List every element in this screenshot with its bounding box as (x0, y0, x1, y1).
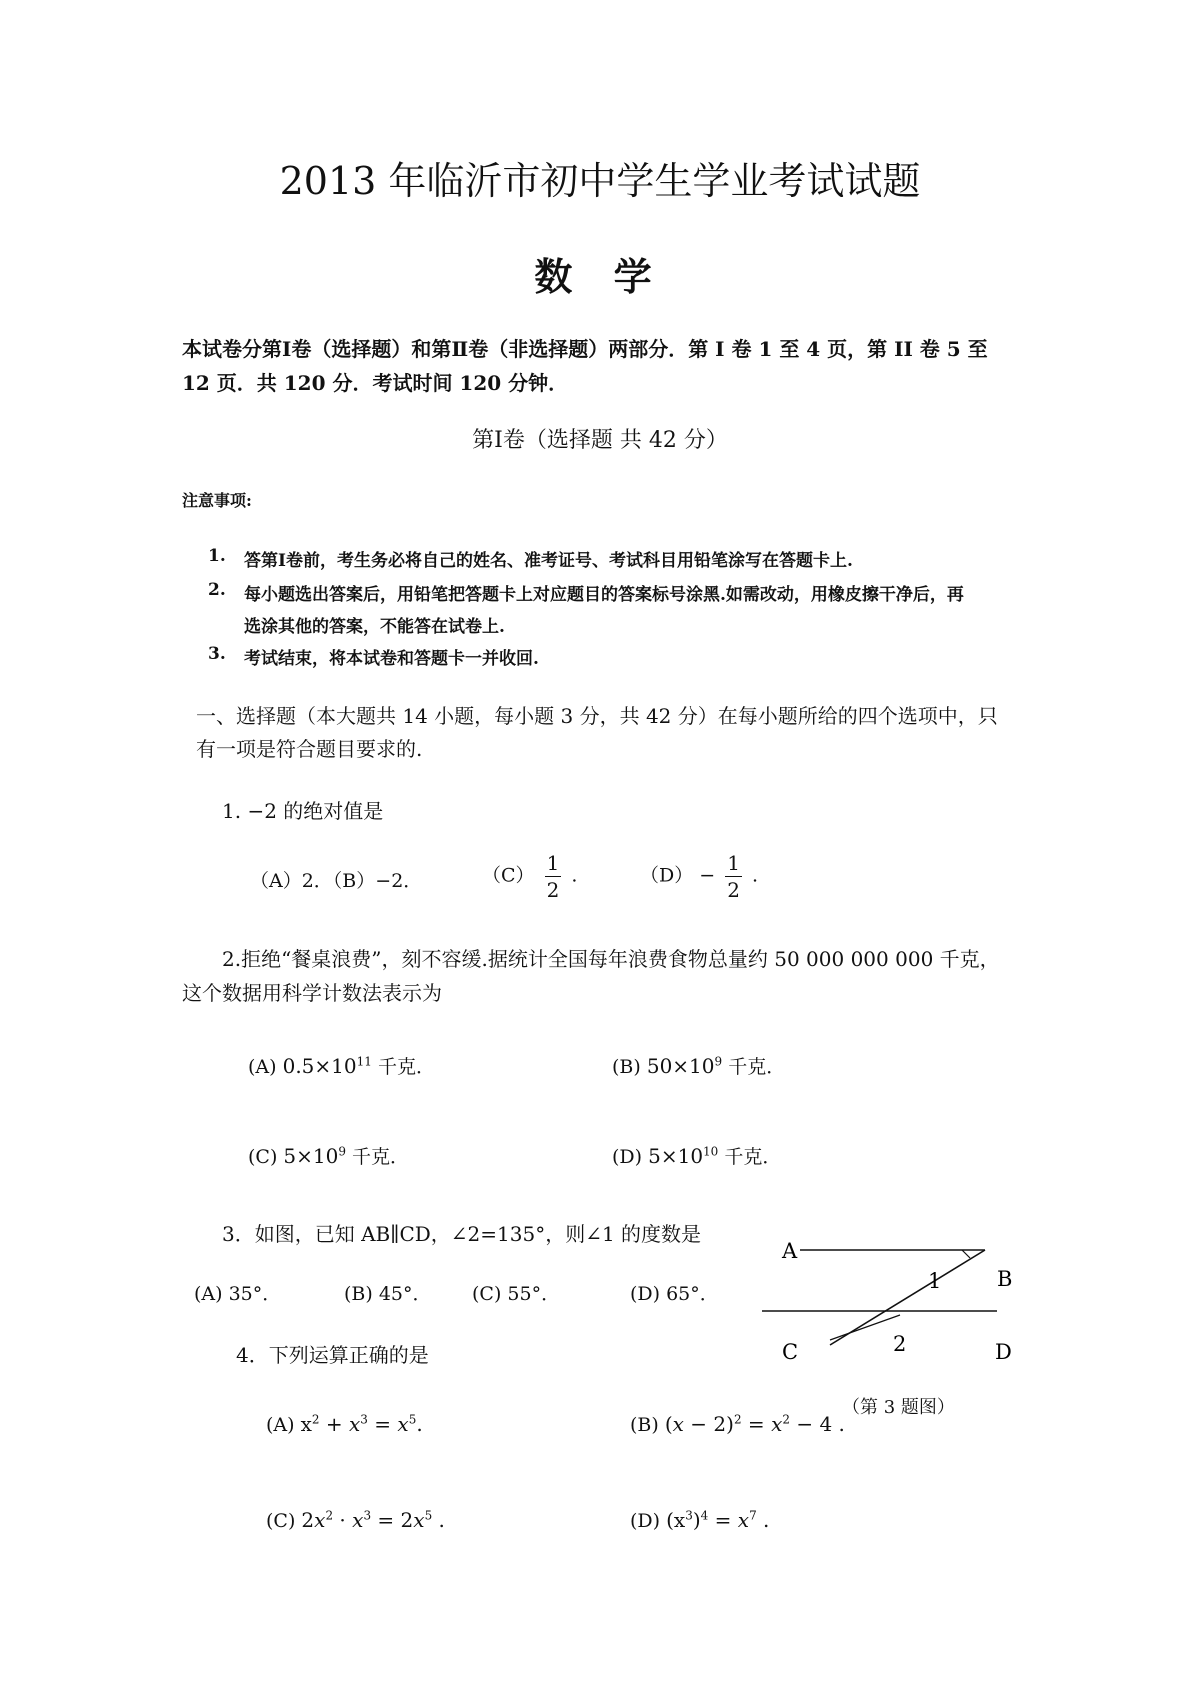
q3-option-a: (A) 35°． (194, 1283, 282, 1305)
q4-option-b (630, 1412, 845, 1436)
fraction-numerator: 1 (727, 851, 740, 875)
q3-option-c: (C) 55°． (472, 1283, 561, 1305)
q2-option-d-exponent: 10 (703, 1144, 719, 1159)
q2-option-b-unit: 千克． (728, 1056, 786, 1078)
q1-option-d (640, 850, 758, 903)
notice-number: 2. (208, 580, 226, 600)
angle-2-arc (830, 1315, 900, 1340)
angle-1-arc (962, 1250, 970, 1258)
q2-option-b-exponent: 9 (714, 1054, 723, 1069)
fraction-denominator: 2 (546, 878, 560, 902)
q4-option-d-label: (D) (630, 1510, 661, 1532)
q3-figure-caption: （第 3 题图） (842, 1397, 955, 1418)
exam-title: 2013 年临沂市初中学生学业考试试题 (279, 159, 921, 203)
q4-option-d-expression: $(x^3)^4 = x^7$ . (666, 1508, 770, 1532)
notice-item (208, 580, 1028, 604)
q2-option-b-label: (B) (612, 1056, 641, 1078)
q2-option-d-base: 5×10 (648, 1144, 704, 1168)
q4-option-c-expression: $2x^2 \cdot x^3 = 2x^5$ . (301, 1508, 445, 1532)
q1-stem: 1. −2 的绝对值是 (222, 799, 384, 823)
q2-option-d (612, 1142, 781, 1169)
intro-line-1: 本试卷分第Ⅰ卷（选择题）和第Ⅱ卷（非选择题）两部分．第 I 卷 1 至 4 页，第 II 卷 5 至 (182, 337, 988, 361)
fraction-denominator: 2 (727, 878, 740, 902)
q1-option-d-sign: − (699, 864, 716, 887)
fraction-numerator: 1 (546, 851, 560, 875)
q1-option-d-suffix: . (752, 864, 759, 887)
q2-option-d-unit: 千克． (724, 1146, 782, 1168)
notice-item (208, 644, 1028, 668)
q2-option-c-exponent: 9 (338, 1144, 346, 1159)
q3-option-b: (B) 45°． (344, 1283, 432, 1305)
q4-option-a-label: (A) (266, 1414, 295, 1436)
notice-title: 注意事项: (182, 491, 252, 510)
q2-option-c (248, 1142, 409, 1169)
point-a-label: A (782, 1239, 798, 1263)
angle-2-label: 2 (893, 1332, 907, 1356)
notice-text: 考试结束，将本试卷和答题卡一并收回. (244, 649, 539, 669)
q1-option-d-fraction (725, 850, 742, 903)
notice-text: 答第Ⅰ卷前，考生务必将自己的姓名、准考证号、考试科目用铅笔涂写在答题卡上. (244, 551, 853, 571)
q1-option-c-suffix: . (571, 864, 578, 887)
part-heading-line-2: 有一项是符合题目要求的. (196, 737, 423, 761)
notice-text: 每小题选出答案后，用铅笔把答题卡上对应题目的答案标号涂黑.如需改动，用橡皮擦干净后，再 (244, 585, 964, 605)
q2-option-b-base: 50×10 (646, 1054, 715, 1078)
q4-option-a-expression: $x^2 + x^3 = x^5$. (300, 1412, 423, 1436)
q2-option-a (248, 1052, 435, 1079)
intro-line-2: 12 页．共 120 分．考试时间 120 分钟． (182, 371, 569, 395)
q2-option-c-label: (C) (248, 1146, 278, 1168)
q2-option-a-exponent: 11 (356, 1054, 372, 1069)
q1-option-d-label: （D） (640, 864, 694, 887)
q1-option-c-label: （C） (482, 864, 535, 887)
transversal-line (830, 1250, 985, 1345)
q1-option-c-fraction (545, 850, 562, 903)
q2-option-a-label: (A) (248, 1056, 277, 1078)
q4-option-b-label: (B) (630, 1414, 659, 1436)
q3-option-d: (D) 65°． (630, 1283, 719, 1305)
section-heading: 第Ⅰ卷（选择题 共 42 分） (472, 428, 728, 453)
q1-option-a-b: （A）2．（B）−2． (250, 870, 423, 892)
point-c-label: C (782, 1340, 799, 1364)
notice-number: 1. (208, 546, 226, 566)
q2-option-a-base: 0.5×10 (282, 1054, 357, 1078)
q4-option-c-label: (C) (266, 1510, 296, 1532)
q1-option-c (482, 850, 577, 903)
q3-parallel-lines-figure (760, 1220, 1020, 1380)
part-heading-line-1: 一、选择题（本大题共 14 小题，每小题 3 分，共 42 分）在每小题所给的四个选项中，只 (196, 704, 998, 728)
q4-option-a (266, 1412, 423, 1436)
q2-option-c-unit: 千克． (352, 1146, 410, 1168)
q4-option-c (266, 1508, 445, 1532)
q2-option-c-base: 5×10 (283, 1144, 339, 1168)
subject-title: 数 学 (534, 254, 666, 299)
notice-text-continued: 选涂其他的答案，不能答在试卷上. (244, 617, 505, 637)
q2-option-b (612, 1052, 785, 1079)
q4-option-d (630, 1508, 769, 1532)
notice-number: 3. (208, 644, 226, 664)
q2-stem-line-1: 2.拒绝“餐桌浪费”，刻不容缓.据统计全国每年浪费食物总量约 50 000 000 000 千克， (222, 947, 1000, 971)
point-b-label: B (997, 1267, 1013, 1291)
q2-option-d-label: (D) (612, 1146, 643, 1168)
point-d-label: D (995, 1340, 1012, 1364)
q4-stem: 4．下列运算正确的是 (236, 1343, 429, 1367)
q3-stem: 3．如图，已知 AB∥CD，∠2=135°，则∠1 的度数是 (222, 1222, 702, 1246)
angle-1-label: 1 (928, 1269, 942, 1293)
q2-option-a-unit: 千克． (377, 1056, 435, 1078)
q2-stem-line-2: 这个数据用科学计数法表示为 (182, 981, 442, 1005)
notice-item (208, 546, 1028, 570)
q4-option-b-expression: $(x - 2)^2 = x^2 - 4$ . (664, 1412, 845, 1436)
